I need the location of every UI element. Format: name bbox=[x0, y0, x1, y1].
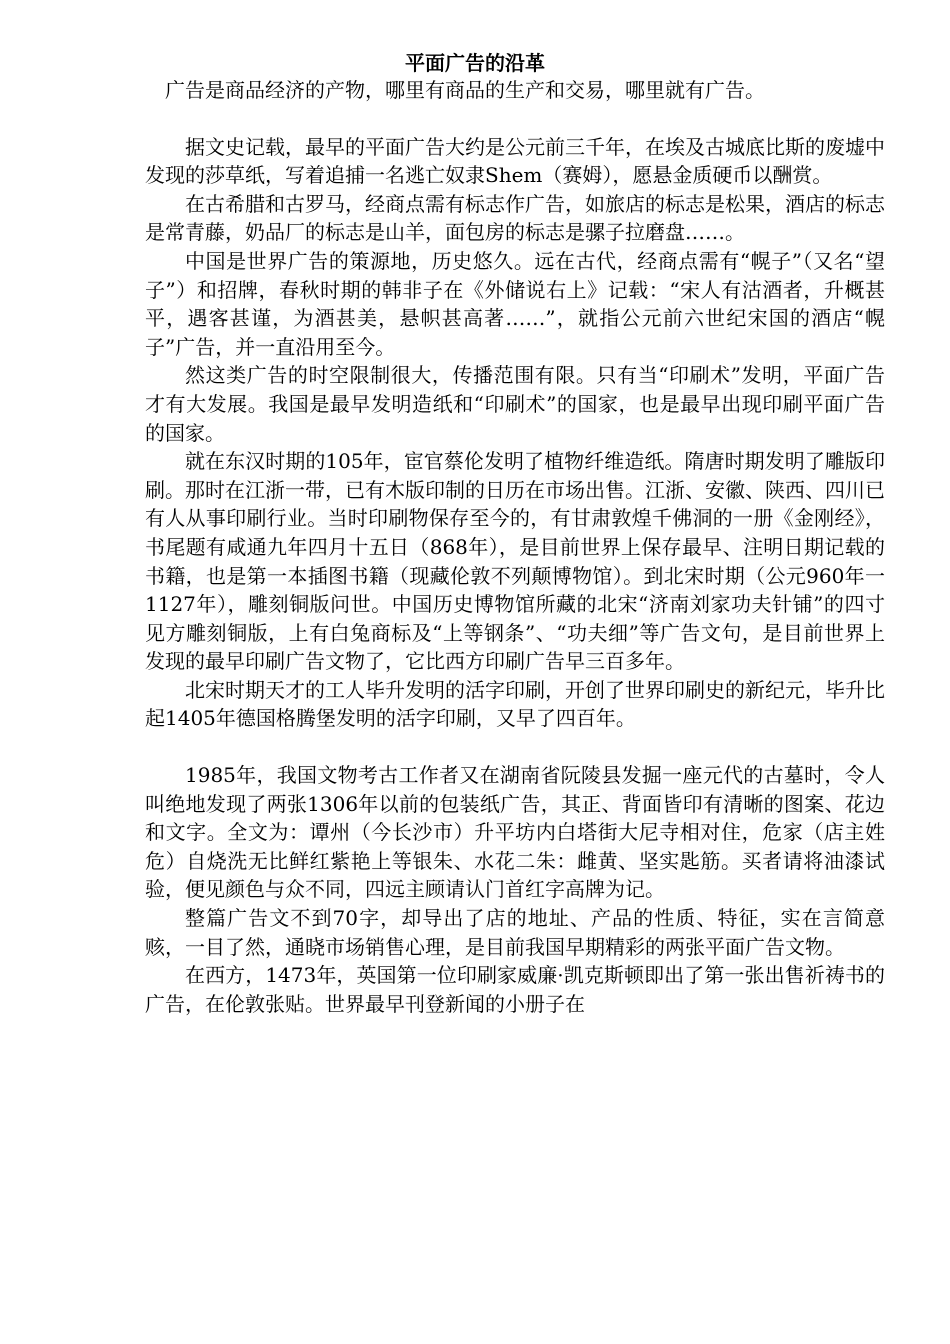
paragraph-6: 就在东汉时期的105年，宦官蔡伦发明了植物纤维造纸。隋唐时期发明了雕版印刷。那时在江浙一带，已有木版印制的日历在市场出售。江浙、安徽、陕西、四川已有人从事印刷行业。当时印刷物保存至今的，有甘肃敦煌千佛洞的一册《金刚经》，书尾题有咸通九年四月十五日（868年），是目前世界上保存最早、注明日期记载的书籍，也是第一本插图书籍（现藏伦敦不列颠博物馆）。到北宋时期（公元960年一1127年），雕刻铜版问世。中国历史博物馆所藏的北宋“济南刘家功夫针铺”的四寸见方雕刻铜版，上有白兔商标及“上等钢条”、“功夫细”等广告文句，是目前世界上发现的最早印刷广告文物了，它比西方印刷广告早三百多年。 bbox=[145, 449, 885, 674]
paragraph-10: 在西方，1473年，英国第一位印刷家威廉·凯克斯顿即出了第一张出售祈祷书的广告，在伦敦张贴。世界最早刊登新闻的小册子在 bbox=[145, 963, 885, 1016]
paragraph-4: 中国是世界广告的策源地，历史悠久。远在古代，经商点需有“幌子”（又名“望子”）和招牌，春秋时期的韩非子在《外储说右上》记载：“宋人有沽酒者，升概甚平，遇客甚谨，为酒甚美，悬帜甚高著……”，就指公元前六世纪宋国的酒店“幌子”广告，并一直沿用至今。 bbox=[145, 248, 885, 359]
document-body bbox=[145, 76, 885, 1018]
paragraph-3: 在古希腊和古罗马，经商点需有标志作广告，如旅店的标志是松果，酒店的标志是常青藤，奶品厂的标志是山羊，面包房的标志是骡子拉磨盘……。 bbox=[145, 191, 885, 245]
paragraph-2: 据文史记载，最早的平面广告大约是公元前三千年，在埃及古城底比斯的废墟中发现的莎草纸，写着追捕一名逃亡奴隶Shem（赛姆），愿悬金质硬币以酬赏。 bbox=[145, 134, 885, 188]
paragraph-5: 然这类广告的时空限制很大，传播范围有限。只有当“印刷术”发明，平面广告才有大发展。我国是最早发明造纸和“印刷术”的国家，也是最早出现印刷平面广告的国家。 bbox=[145, 363, 885, 445]
paragraph-9: 整篇广告文不到70字，却导出了店的地址、产品的性质、特征，实在言简意赅，一目了然，通晓市场销售心理，是目前我国早期精彩的两张平面广告文物。 bbox=[145, 906, 885, 959]
page-title: 平面广告的沿革 bbox=[405, 51, 545, 75]
paragraph-7: 北宋时期天才的工人毕升发明的活字印刷，开创了世界印刷史的新纪元，毕升比起1405年德国格腾堡发明的活字印刷，又早了四百年。 bbox=[145, 677, 885, 731]
paragraph-8: 1985年，我国文物考古工作者又在湖南省阮陵县发掘一座元代的古墓时，令人叫绝地发现了两张1306年以前的包装纸广告，其正、背面皆印有清晰的图案、花边和文字。全文为：谭州（今长沙市）升平坊内白塔街大尼寺相对住，危家（店主姓危）自烧洗无比鲜红紫艳上等银朱、水花二朱：雌黄、坚实匙筋。买者请将油漆试验，便见颜色与众不同，四远主顾请认门首红字高牌为记。 bbox=[145, 763, 885, 902]
paragraph-1: 广告是商品经济的产物，哪里有商品的生产和交易，哪里就有广告。 bbox=[165, 78, 765, 102]
